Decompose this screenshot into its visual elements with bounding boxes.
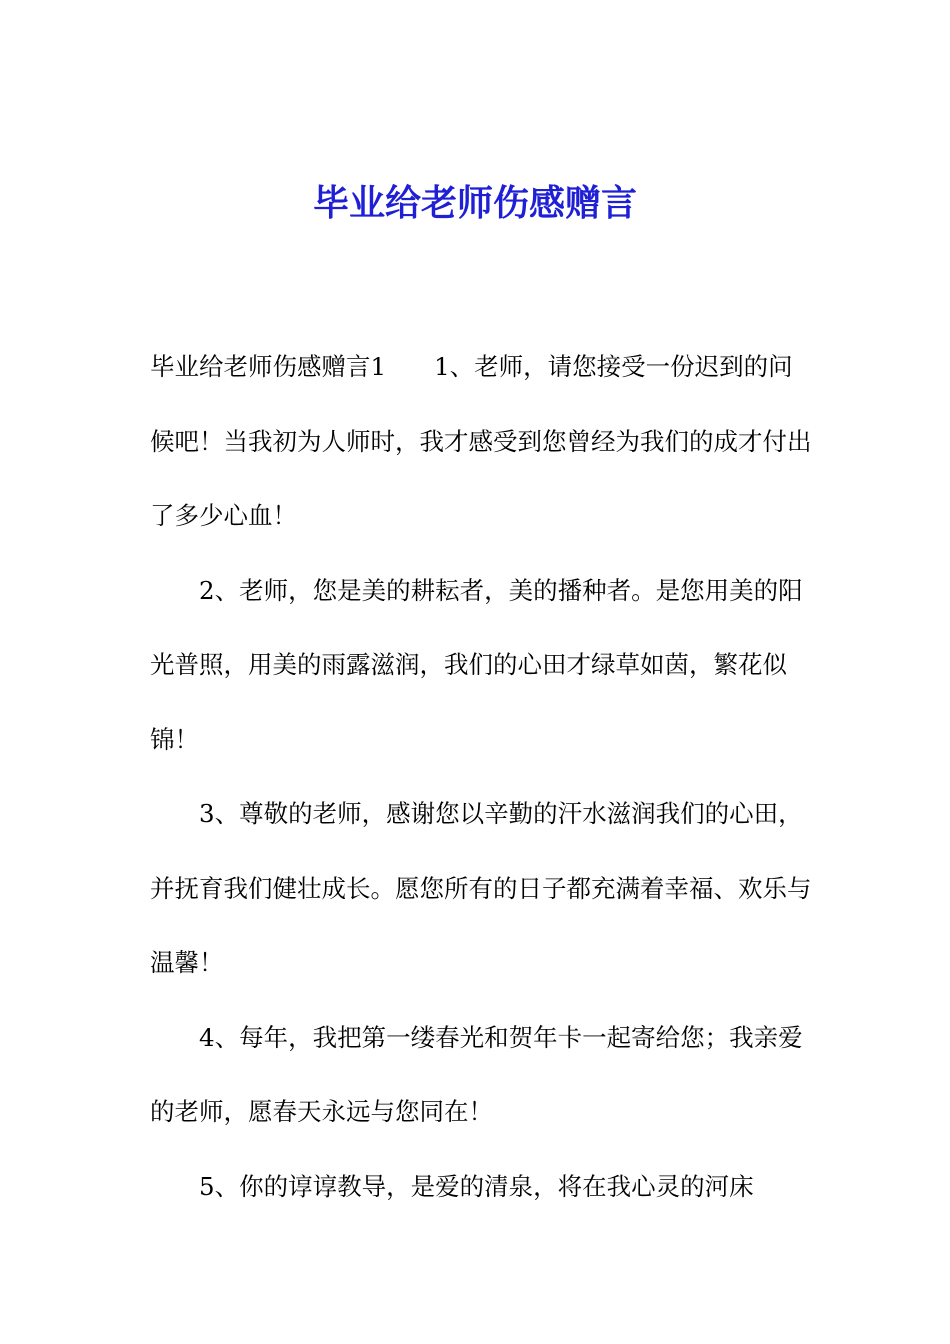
- paragraph-3: 3、尊敬的老师，感谢您以辛勤的汗水滋润我们的心田，并抚育我们健壮成长。愿您所有的日子都充满着幸福、欢乐与温馨！: [150, 799, 812, 977]
- paragraph-4: 4、每年，我把第一缕春光和贺年卡一起寄给您；我亲爱的老师，愿春天永远与您同在！: [150, 1022, 803, 1126]
- paragraph-text: 1、老师，请您接受一份迟到的问候吧！当我初为人师时，我才感受到您曾经为我们的成才付出了多少心血！: [150, 352, 812, 530]
- section-heading: 毕业给老师伤感赠言1: [150, 352, 387, 381]
- document-body: [150, 330, 815, 1224]
- document-title: 毕业给老师伤感赠言: [312, 182, 637, 224]
- paragraph-5: 5、你的谆谆教导，是爱的清泉，将在我心灵的河床: [199, 1171, 754, 1201]
- paragraph-1: [150, 330, 815, 554]
- paragraph-2: 2、老师，您是美的耕耘者，美的播种者。是您用美的阳光普照，用美的雨露滋润，我们的心田才绿草如茵，繁花似锦！: [150, 575, 803, 754]
